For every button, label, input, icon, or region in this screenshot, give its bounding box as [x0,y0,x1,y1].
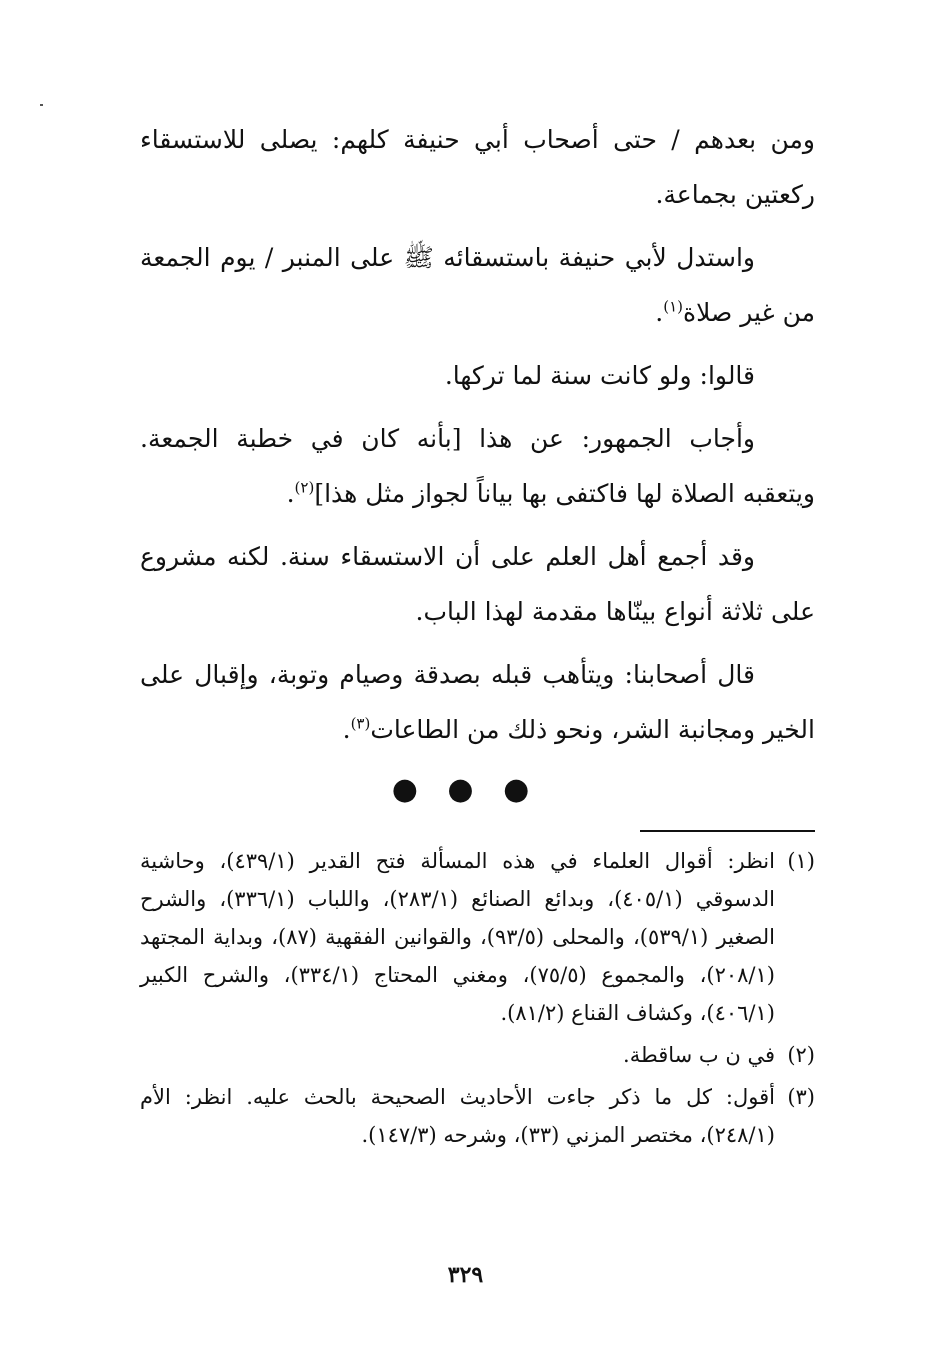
footnotes [140,842,815,1158]
paragraph-5 [140,529,815,639]
footnote-2 [140,1036,815,1074]
paragraph-6-end: . [342,715,351,744]
section-separator: ● ● ● [391,772,540,807]
footnote-ref-3[interactable]: (٣) [350,714,371,733]
paragraph-6 [140,647,815,757]
paragraph-4 [140,411,815,521]
paragraph-2-end: . [655,298,664,327]
footnote-ref-2[interactable]: (٢) [294,478,315,497]
paragraph-4-text: وأجاب الجمهور: عن هذا [بأنه كان في خطبة الجمعة. ويتعقبه الصلاة لها فاكتفى بها بياناً لجواز مثل هذا] [140,424,815,508]
paragraph-5-text: وقد أجمع أهل العلم على أن الاستسقاء سنة. لكنه مشروع على ثلاثة أنواع بينّاها مقدمة لهذا الباب. [140,542,815,626]
footnote-1 [140,842,815,1032]
page-number: ٣٢٩ [447,1262,484,1288]
footnote-1-text: انظر: أقوال العلماء في هذه المسألة فتح القدير (٤٣٩/١)، وحاشية الدسوقي (٤٠٥/١)، وبدائع الصنائع (٢٨٣/١)، واللباب (٣٣٦/١)، والشرح الصغير (٥٣٩/١)، والمحلى (٩٣/٥)، والقوانين الفقهية (٨٧)، وبداية المجتهد (٢٠٨/١)، والمجموع (٧٥/٥)، ومغني المحتاج (٣٣٤/١)، والشرح الكبير (٤٠٦/١)، وكشاف القناع (٨١/٢). [140,849,775,1025]
footnote-1-number: (١) [787,849,815,873]
scan-mark [40,104,43,106]
footnote-3-text: أقول: كل ما ذكر جاءت الأحاديث الصحيحة بالحث عليه. انظر: الأم (٢٤٨/١)، مختصر المزني (٣٣)، وشرحه (١٤٧/٣). [140,1085,775,1147]
footnote-3-number: (٣) [787,1085,815,1109]
paragraph-1 [140,112,815,222]
paragraph-1-text: ومن بعدهم / حتى أصحاب أبي حنيفة كلهم: يصلى للاستسقاء ركعتين بجماعة. [140,125,815,209]
paragraph-2-text: واستدل لأبي حنيفة باستسقائه ﷺ على المنبر / يوم الجمعة من غير صلاة [140,243,815,327]
footnote-2-text: في ن ب ساقطة. [623,1043,775,1067]
main-text [140,112,815,765]
footnote-divider [640,830,815,832]
paragraph-2 [140,230,815,340]
paragraph-3 [140,348,815,403]
paragraph-4-end: . [286,479,295,508]
paragraph-6-text: قال أصحابنا: ويتأهب قبله بصدقة وصيام وتوبة، وإقبال على الخير ومجانبة الشر، ونحو ذلك من الطاعات [140,660,815,744]
footnote-2-number: (٢) [787,1043,815,1067]
footnote-ref-1[interactable]: (١) [663,297,684,316]
footnote-3 [140,1078,815,1154]
paragraph-3-text: قالوا: ولو كانت سنة لما تركها. [444,361,755,390]
